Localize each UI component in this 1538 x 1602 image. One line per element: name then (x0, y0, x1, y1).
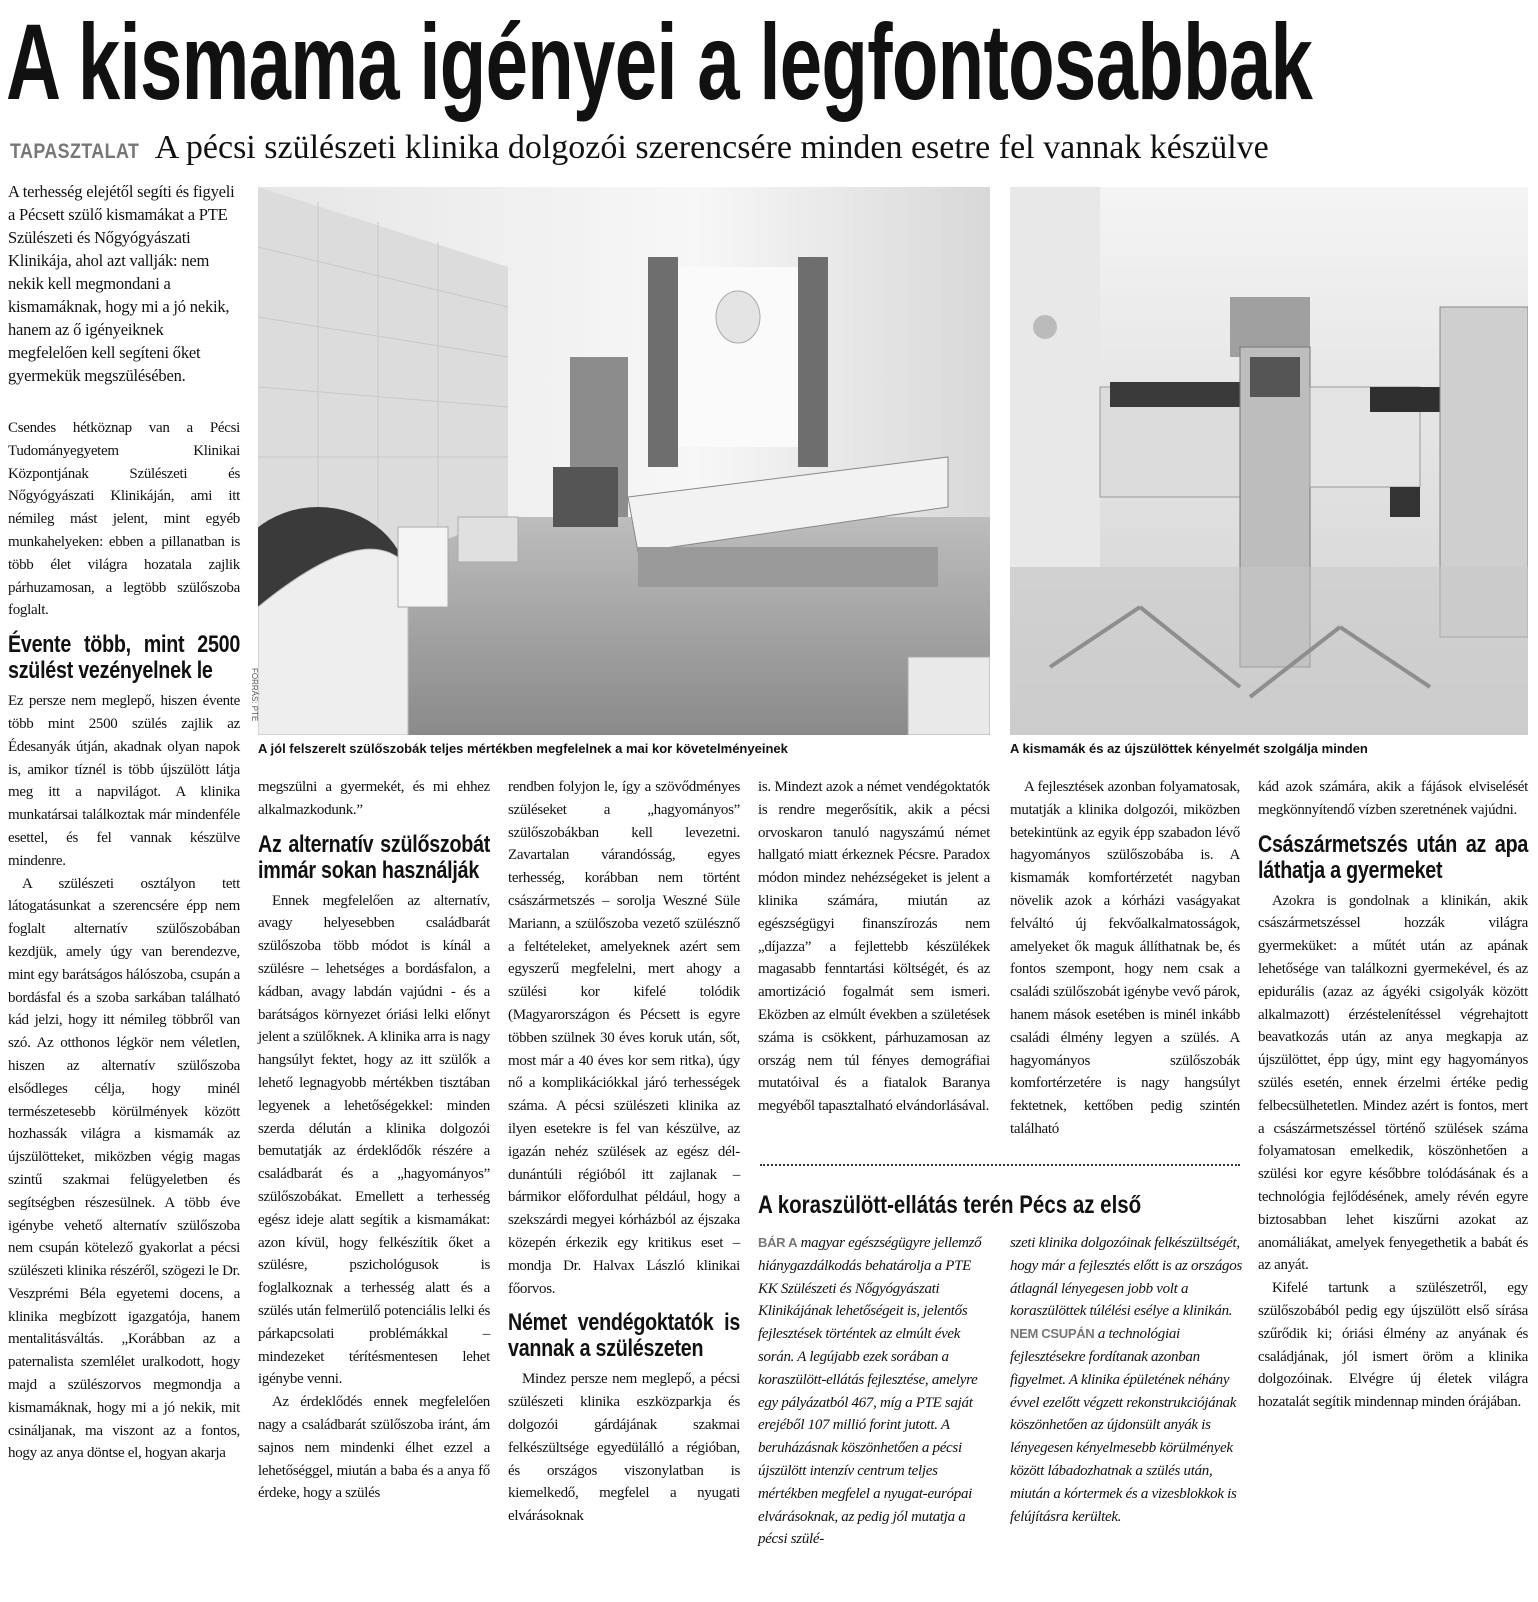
subheading: Császármetszés után az apa láthatja a gyermeket (1258, 830, 1529, 884)
paragraph: Mindez persze nem meglepő, a pécsi szülészeti klinika eszközparkja és dolgozói gárdájának szakmai felkészültsége egyedülálló a régióban, és országos viszonylatban is kiemelkedő, megfelel a nyugati elvárásoknak (508, 1371, 740, 1525)
box-column-1 (758, 1232, 990, 1551)
column-5 (1010, 776, 1240, 1141)
column-1 (8, 180, 240, 1465)
paragraph: Azokra is gondolnak a klinikán, akik császármetszéssel hozzák világra gyermeküket: a műtét után az apának lehetősége van találkozni gyermekével, és az epidurális (azaz az ágyéki csigolyák között alkalmazott) érzéstelenítéssel végrehajtott beavatkozás után az anya megkapja az újszülöttet, épp úgy, mint egy hagyományos szülés esetén, ennek érzelmi értéke pedig felbecsülhetetlen. Mindez azért is fontos, mert a császármetszéssel történő szülések száma folyamatosan emelkedik, köszönhetően a szülési kor egyre későbbre tolódásának és a technológia fejlődésének, amely révén egyre biztosabban lehet kiszűrni azokat az anomáliákat, amelyek fenyegethetik a babát és az anyát. (1258, 892, 1528, 1274)
paragraph: A szülészeti osztályon tett látogatásunkat a szerencsére épp nem foglalt alternatív szülőszobában kezdjük, amely úgy van berendezve, mint egy barátságos hálószoba, csupán a bordásfal és a szoba sarkában található kád jelzi, hogy itt némileg többről van szó. Az otthonos légkör nem véletlen, hiszen az alternatív szülőszoba elsődleges célja, hogy minél természetesebb körülmények között hozhassák világra a kismamák az újszülötteket, miközben végig magas szintű szakmai felügyeletben és segítségben részesülnek. A több éve igénybe vehető alternatív szülőszoba nem csupán kötelező gyakorlat a pécsi szülészeti klinika részéről, szögezi le Dr. Veszprémi Béla egyetemi docens, a klinika megbízott igazgatója, hanem mentalitásváltás. „Korábban az a paternalista szemlélet uralkodott, hogy majd a szülészorvos megmondja a kismamáknak, hogy mi a jó nekik, mit csináljanak, ma viszont az a fontos, hogy az anya döntse el, hogyan akarja (8, 875, 240, 1462)
delivery-room-image (258, 187, 990, 735)
article-title: A kismama igényei a legfontosabbak (6, 1, 1313, 122)
photo-caption-left: A jól felszerelt szülőszobák teljes mértékben megfelelnek a mai kor követelményeinek (258, 741, 788, 756)
box-column-2 (1010, 1232, 1242, 1528)
paragraph: Ez persze nem meglepő, hiszen évente több mint 2500 szülés zajlik az Édesanyák útján, akadnak olyan napok is, amikor tíznél is több újszülött látja meg itt a napvilágot. A klinika munkatársai találkoztak már mindenféle esettel, és fel vannak készülve mindenre. (8, 693, 240, 869)
paragraph: rendben folyjon le, így a szövődményes szüléseket a „hagyományos” szülőszobákban kell levezetni. Zavartalan várandósság, egyes terhesség, korábban nem történt császármetszés – sorolja Weszné Süle Mariann, a szülőszoba vezető szülésznő a feltételeket, amelyeknek azért sem egyszerű megfelelni, mert ahogy a szülési kor kifelé tolódik (Magyarországon és Pécsett is egyre többen szülnek 30 éves koruk után, sőt, most már a 40 éves kor sem ritka), úgy nő a komplikációkkal járó terhességek száma. A pécsi szülészeti klinika az ilyen esetekre is fel van készülve, az igazán nehéz szülések az egész dél-dunántúli régióból itt zajlanak – bármikor előfordulhat például, hogy a szekszárdi megyei kórházból az éjszaka közepén érkezik egy kritikus eset – mondja Dr. Halvax László klinikai főorvos. (508, 779, 740, 1297)
photo-neonatal-unit (1010, 187, 1528, 735)
box-text: magyar egészségügyre jellemző hiánygazdálkodás behatárolja a PTE KK Szülészeti és Nőgyógyászati Klinikájának lehetőségeit is, jelentős fejlesztések történtek az elmúlt évek során. A legújabb ezek sorában a koraszülött-ellátás fejlesztése, amelyre egy pályázatból 467, míg a PTE saját erejéből 107 millió forint jutott. A beruházásnak köszönhetően a pécsi újszülött intenzív centrum teljes mértékben megfelel a nyugat-európai elvárásoknak, az pedig jól mutatja a pécsi szülé- (758, 1235, 982, 1548)
box-text: a technológiai fejlesztésekre fordítanak azonban figyelmet. A klinika épületének néhány évvel ezelőtt végzett rekonstrukciójának köszönhetően az újdonsült anyák is lényegesen kényelmesebb körülmények között lábadozhatnak a szülés után, miután a kórtermek és a vizesblokkok is felújításra kerültek. (1010, 1326, 1237, 1525)
box-title: A koraszülött-ellátás terén Pécs az első (758, 1191, 1142, 1219)
box-divider (760, 1164, 1240, 1166)
photo-credit: FORRÁS: PTE (250, 668, 259, 722)
paragraph: Az érdeklődés ennek megfelelően nagy a családbarát szülőszoba iránt, ám sajnos nem mindenki élhet ezzel a lehetőséggel, miután a baba és a anya fő érdeke, hogy a szülés (258, 1394, 490, 1502)
subheading: Az alternatív szülőszobát immár sokan használják (258, 830, 491, 884)
subheading: Német vendégoktatók is vannak a szülészeten (508, 1309, 741, 1363)
article-subtitle (10, 128, 1269, 172)
paragraph: Csendes hétköznap van a Pécsi Tudományegyetem Klinikai Központjának Szülészeti és Nőgyógyászati Klinikáján, ami itt némileg mást jelent, mint egyéb munkahelyeken: ebben a pillanatban is több élet világra hozatala zajlik párhuzamosan, a legtöbb szülőszoba foglalt. (8, 420, 240, 619)
column-2 (258, 776, 490, 1505)
paragraph: megszülni a gyermekét, és mi ehhez alkalmazkodunk.” (258, 779, 490, 818)
kicker-label: TAPASZTALAT (10, 140, 140, 163)
paragraph: Kifelé tartunk a szülészetről, egy szülőszobából pedig egy újszülött első sírása szűrődik ki; óriási élmény az anyának és családjának, jól ismert öröm a klinika dolgozóinak. Elvégre új életek világra hozatalát segítik mindennap minden órájában. (1258, 1280, 1528, 1411)
lead-in: NEM CSUPÁN (1010, 1326, 1095, 1342)
photo-delivery-room (258, 187, 990, 735)
article-intro: A terhesség elejétől segíti és figyeli a Pécsett szülő kismamákat a PTE Szülészeti és Nőgyógyászati Klinikája, ahol azt vallják: nem nekik kell megmondani a kismamáknak, hogy mi a jó nekik, hanem az ő igényeiknek megfelelően kell segíteni őket gyermekük megszülésében. (8, 182, 235, 385)
box-text: szeti klinika dolgozóinak felkészültségét, hogy már a fejlesztés előtt is az országos átlagnál lényegesen jobb volt a koraszülöttek túlélési esélye a klinikán. (1010, 1235, 1242, 1320)
paragraph: kád azok számára, akik a fájások elviselését megkönnyítendő vízben szeretnének vajúdni. (1258, 779, 1528, 818)
neonatal-unit-image (1010, 187, 1528, 735)
column-3 (508, 776, 740, 1528)
column-6 (1258, 776, 1528, 1414)
paragraph: A fejlesztések azonban folyamatosak, mutatják a klinika dolgozói, miközben betekintünk az egyik épp szabadon lévő hagyományos szülőszobába is. A kismamák komfortérzetét nagyban növelik azok a kórházi vaságyakat felváltó új fekvőalkalmatosságok, amelyeket ők maguk állíthatnak be, és fontos szempont, hogy nem csak a családi szülőszobát igénybe vevő párok, hanem mások esetében is minél inkább családi élmény legyen a szülés. A hagyományos szülőszobák komfortérzetére is nagy hangsúlyt fektetnek, kettőben pedig szintén található (1010, 779, 1240, 1137)
column-4 (758, 776, 990, 1118)
subtitle-text: A pécsi szülészeti klinika dolgozói szerencsére minden esetre fel vannak készülve (154, 129, 1269, 166)
paragraph: is. Mindezt azok a német vendégoktatók is rendre megerősítik, akik a pécsi orvoskaron tanuló nagyszámú német hallgató miatt érkeznek Pécsre. Paradox módon mindez nehézségeket is jelent a klinika számára, miután az egészségügyi finanszírozás nem „díjazza” a fejlettebb készülékek magasabb fenntartási költségét, és az amortizáció fogalmát sem ismeri. Eközben az elmúlt években a születések száma is csökkent, párhuzamosan az ország nem túl fényes demográfiai mutatóival és a fiatalok Baranya megyéből tapasztalható elvándorlásával. (758, 779, 990, 1115)
paragraph: Ennek megfelelően az alternatív, avagy helyesebben családbarát szülőszoba több módot is kínál a szülésre – lehetséges a bordásfalon, a kádban, avagy labdán vajúdni - és a barátságos környezet óriási lelki előnyt jelent a szülőknek. A klinika arra is nagy hangsúlyt fektet, hogy az itt szülők a lehető legnagyobb mértékben tisztában legyenek a lehetőségekkel: minden szerda délután a klinika dolgozói bemutatják az érdeklődők részére a családbarát és a „hagyományos” szülőszobákat. Emellett a terhesség egész ideje alatt segítik a kismamákat: azon kívül, hogy felkészítik őket a szülésre, pszichológusok is foglalkoznak a terhesség alatt és a szülés után felmerülő potenciális lelki és párkapcsolati problémákkal – mindezeket térítésmentesen lehet igénybe venni. (258, 892, 490, 1388)
lead-in: BÁR A (758, 1235, 798, 1250)
photo-caption-right: A kismamák és az újszülöttek kényelmét szolgálja minden (1010, 741, 1368, 756)
subheading: Évente több, mint 2500 szülést vezényelnek le (8, 631, 241, 685)
